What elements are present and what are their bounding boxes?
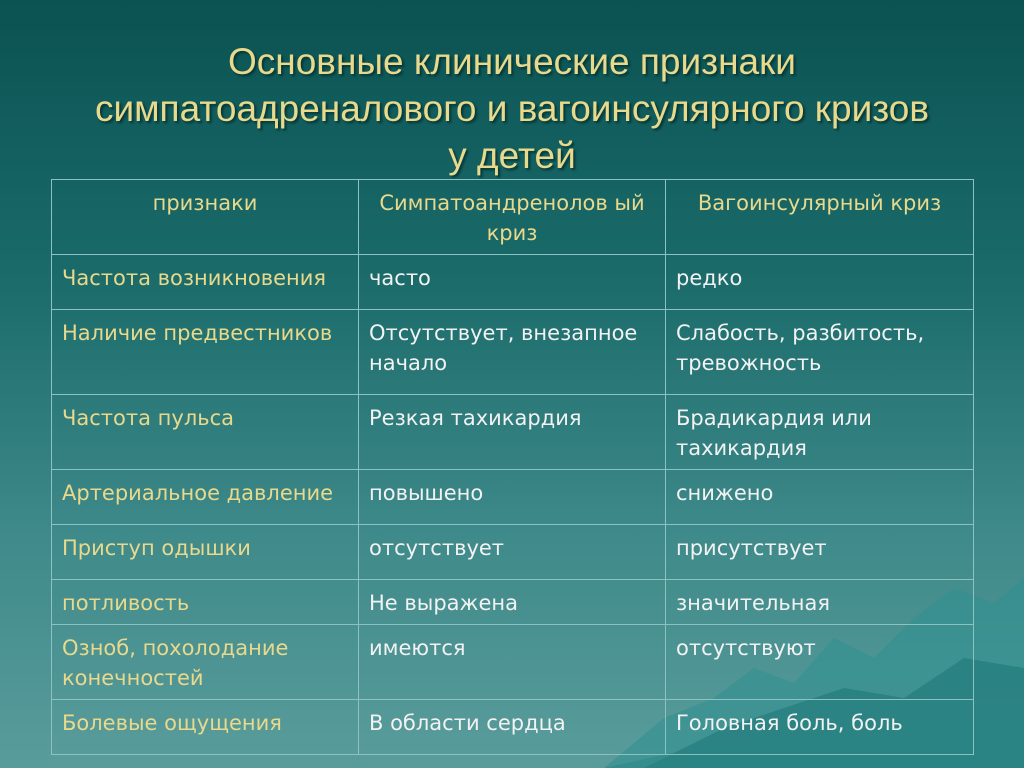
row-label: Наличие предвестников xyxy=(52,310,359,395)
row-label: Озноб, похолодание конечностей xyxy=(52,625,359,700)
table-row xyxy=(52,470,974,525)
table-row xyxy=(52,525,974,580)
row-label: Приступ одышки xyxy=(52,525,359,580)
cell-vagoinsular: Брадикардия или тахикардия xyxy=(666,395,974,470)
header-vagoinsular: Вагоинсулярный криз xyxy=(666,180,974,255)
cell-vagoinsular: Слабость, разбитость, тревожность xyxy=(666,310,974,395)
table-row xyxy=(52,310,974,395)
cell-vagoinsular: значительная xyxy=(666,580,974,625)
table-row xyxy=(52,255,974,310)
cell-sympathoadrenal: Отсутствует, внезапное начало xyxy=(359,310,666,395)
cell-vagoinsular: присутствует xyxy=(666,525,974,580)
row-label: Болевые ощущения xyxy=(52,700,359,755)
row-label: Артериальное давление xyxy=(52,470,359,525)
row-label: потливость xyxy=(52,580,359,625)
cell-sympathoadrenal: имеются xyxy=(359,625,666,700)
table-row xyxy=(52,580,974,625)
cell-sympathoadrenal: отсутствует xyxy=(359,525,666,580)
cell-vagoinsular: снижено xyxy=(666,470,974,525)
title-line-1: Основные клинические признаки xyxy=(228,41,796,82)
cell-vagoinsular: отсутствуют xyxy=(666,625,974,700)
table-header-row xyxy=(52,180,974,255)
header-sympathoadrenal: Симпатоандренолов ый криз xyxy=(359,180,666,255)
cell-vagoinsular: Головная боль, боль xyxy=(666,700,974,755)
title-line-3: у детей xyxy=(448,135,576,176)
table-row xyxy=(52,700,974,755)
table-row xyxy=(52,625,974,700)
cell-sympathoadrenal: В области сердца xyxy=(359,700,666,755)
cell-vagoinsular: редко xyxy=(666,255,974,310)
cell-sympathoadrenal: Не выражена xyxy=(359,580,666,625)
slide-title xyxy=(0,38,1024,179)
cell-sympathoadrenal: часто xyxy=(359,255,666,310)
table-row xyxy=(52,395,974,470)
cell-sympathoadrenal: Резкая тахикардия xyxy=(359,395,666,470)
row-label: Частота пульса xyxy=(52,395,359,470)
row-label: Частота возникновения xyxy=(52,255,359,310)
title-line-2: симпатоадреналового и вагоинсулярного кризов xyxy=(94,88,930,129)
comparison-table xyxy=(51,179,974,755)
header-signs: признаки xyxy=(52,180,359,255)
cell-sympathoadrenal: повышено xyxy=(359,470,666,525)
